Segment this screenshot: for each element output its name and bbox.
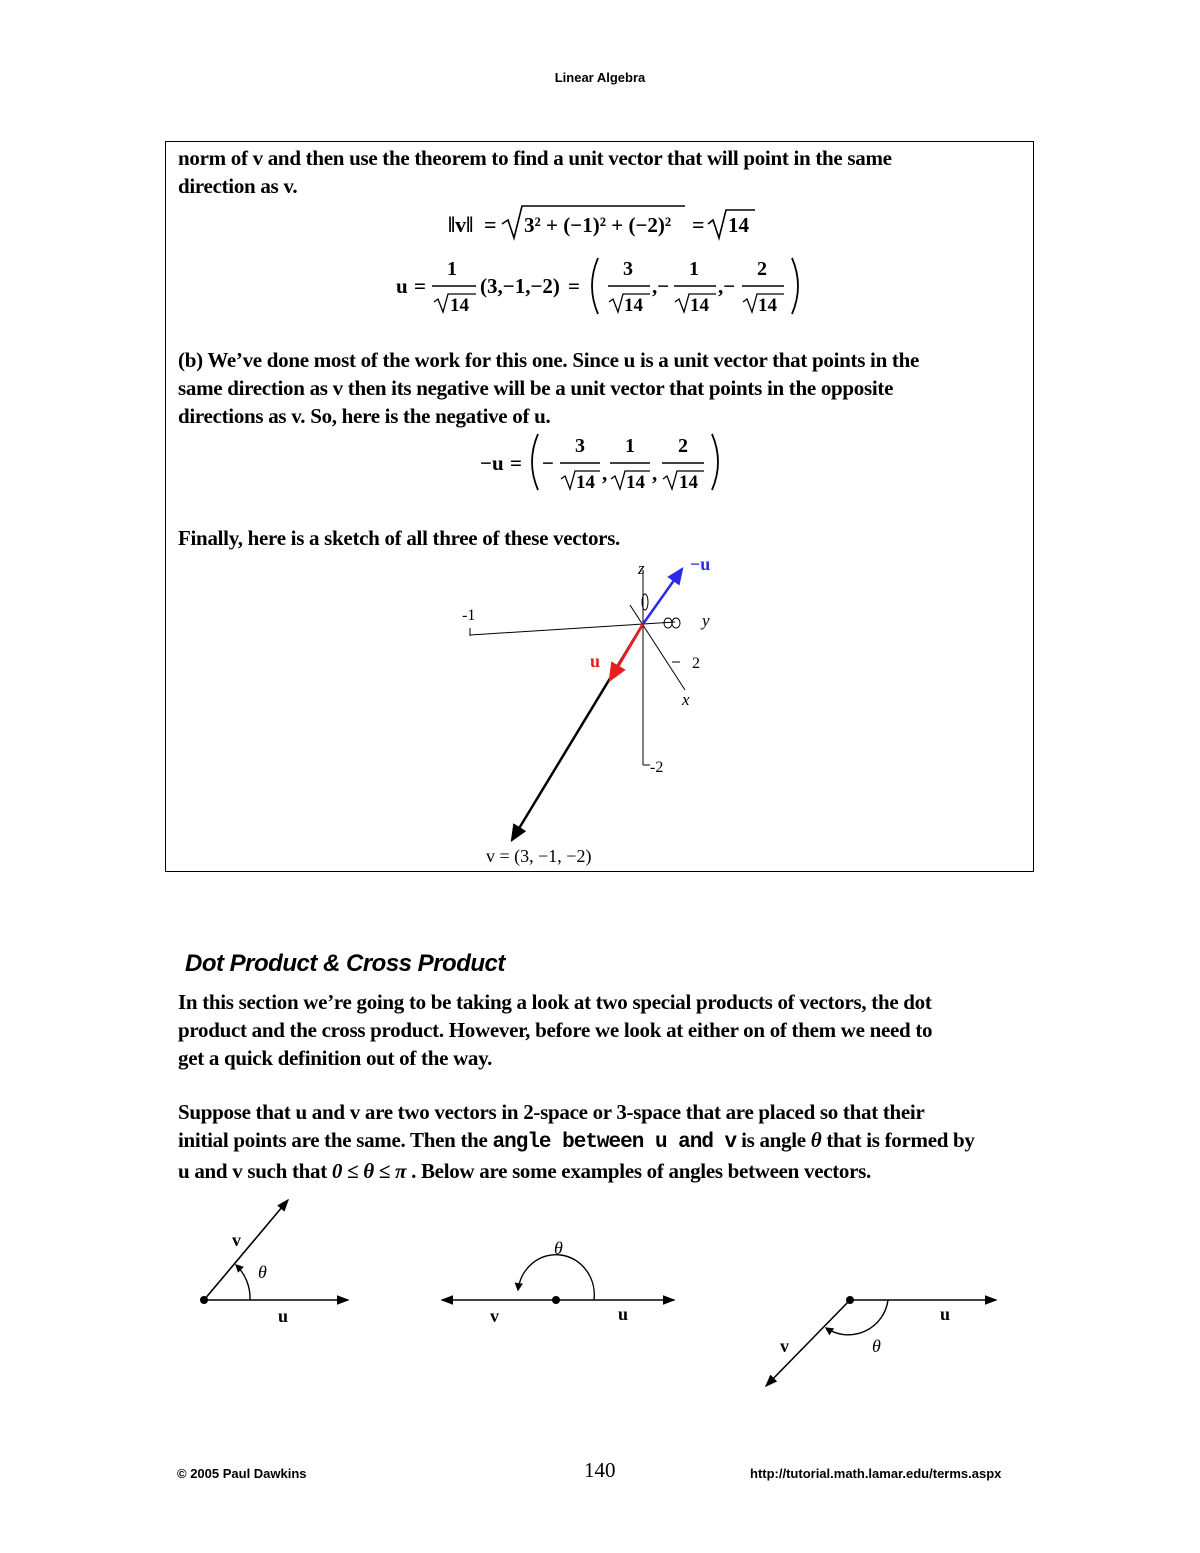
example-2-theta: θ (554, 1238, 563, 1258)
neg-u-equals: = (510, 451, 522, 475)
neg-u-comp-2-den: 14 (626, 472, 645, 493)
footer-url-link[interactable]: http://tutorial.math.lamar.edu/terms.aspx (750, 1466, 1002, 1481)
u-lhs: u (396, 274, 408, 298)
label-u: u (590, 651, 601, 671)
u-comp-1-den: 14 (624, 295, 643, 316)
section-p1-line-1: In this section we’re going to be taking a look at two special products of vectors, the dot (178, 990, 932, 1014)
example-3-u: u (940, 1304, 951, 1324)
section-p1-line-3: get a quick definition out of the way. (178, 1046, 493, 1070)
section-p2-line-1: Suppose that u and v are two vectors in 2-space or 3-space that are placed so that their (178, 1100, 925, 1124)
part-b-label: (b) (178, 348, 203, 372)
u-frac-den: 14 (450, 295, 469, 316)
section-p2-line-2d: that is formed by (821, 1128, 975, 1152)
axis-label-y: y (702, 611, 710, 630)
part-b-line-1: We’ve done most of the work for this one. Since u is a unit vector that points in the (207, 348, 919, 372)
part-b-line-3: directions as v. So, here is the negative of u. (178, 404, 551, 428)
norm-rhs: 14 (728, 213, 749, 237)
example-1-v: v (232, 1230, 241, 1250)
neg-u-sign-3: , (652, 461, 658, 485)
neg-u-comp-1-num: 3 (575, 435, 585, 457)
angle-examples (180, 1190, 1020, 1405)
tick-label-2: 2 (692, 655, 700, 672)
u-sign-2: ,− (652, 274, 670, 298)
u-comp-2-num: 1 (689, 258, 699, 280)
example-1-theta: θ (258, 1262, 267, 1282)
angle-arc-2 (518, 1255, 594, 1300)
part-b-line-2: same direction as v then its negative will be a unit vector that points in the opposite (178, 376, 894, 400)
u-vector: (3,−1,−2) (480, 274, 560, 298)
section-paragraph-2 (178, 1098, 975, 1185)
vector-neg-u (643, 569, 682, 624)
example-intro-line-2: direction as v. (178, 174, 298, 198)
angle-example-straight (442, 1238, 674, 1326)
u-equals-2: = (568, 274, 580, 298)
negative-u-equation (478, 428, 728, 496)
tick-label-neg2: -2 (650, 759, 664, 776)
footer-copyright: © 2005 Paul Dawkins (177, 1466, 307, 1481)
norm-equals-2: = (692, 212, 705, 237)
norm-equation (440, 200, 760, 244)
vector-v-arrow-3 (766, 1300, 850, 1386)
example-intro-line-1: norm of v and then use the theorem to find a unit vector that will point in the same (178, 146, 892, 170)
section-p2-line-2a: initial points are the same. Then the (178, 1128, 493, 1152)
unit-vector-equation (392, 248, 812, 320)
axis-label-x: x (682, 690, 690, 709)
neg-u-comp-2-num: 1 (625, 435, 635, 457)
example-2-v: v (490, 1306, 499, 1326)
example-intro (178, 144, 892, 200)
running-header: Linear Algebra (554, 70, 646, 85)
vector-sketch (440, 550, 760, 870)
norm-equals: = (484, 212, 497, 237)
label-v: v = (3, −1, −2) (486, 846, 592, 866)
neg-u-comp-1-den: 14 (576, 472, 595, 493)
u-comp-3-num: 2 (757, 258, 767, 280)
origin-marker-y2 (672, 618, 680, 628)
vector-v-arrow-1 (204, 1200, 288, 1300)
u-comp-3-den: 14 (758, 295, 777, 316)
label-neg-u: −u (690, 554, 711, 574)
footer-page-number: 140 (584, 1458, 616, 1482)
angle-range-math: 0 ≤ θ ≤ π (331, 1159, 407, 1183)
part-b-paragraph (178, 346, 919, 430)
u-frac-num: 1 (447, 258, 457, 280)
norm-radicand: 3² + (−1)² + (−2)² (524, 213, 672, 237)
section-p2-line-3b: . Below are some examples of angles between vectors. (406, 1159, 871, 1183)
angle-example-obtuse (766, 1296, 996, 1386)
axis-label-z: z (638, 559, 645, 578)
norm-lhs: ‖v‖ (448, 212, 474, 237)
neg-u-sign-2: , (602, 461, 608, 485)
vector-u (610, 624, 643, 680)
neg-u-sign-1: − (542, 451, 554, 475)
example-2-u: u (618, 1304, 629, 1324)
example-1-u: u (278, 1306, 289, 1326)
section-p2-line-2c: is angle (736, 1128, 811, 1152)
section-paragraph-1 (178, 988, 932, 1072)
section-p1-line-2: product and the cross product. However, before we look at either on of them we need to (178, 1018, 933, 1042)
theta-symbol: θ (810, 1128, 822, 1152)
sketch-intro: Finally, here is a sketch of all three of these vectors. (178, 526, 621, 550)
section-p2-line-3a: u and v such that (178, 1159, 332, 1183)
section-heading: Dot Product & Cross Product (185, 950, 505, 977)
neg-u-comp-3-num: 2 (678, 435, 688, 457)
angle-example-acute (200, 1200, 348, 1326)
u-comp-1-num: 3 (623, 258, 633, 280)
neg-u-comp-3-den: 14 (679, 472, 698, 493)
u-sign-3: ,− (718, 274, 736, 298)
u-equals: = (414, 274, 426, 298)
example-3-theta: θ (872, 1336, 881, 1356)
example-3-v: v (780, 1336, 789, 1356)
angle-between-term: angle between u and v (492, 1131, 737, 1154)
angle-arc-3 (826, 1300, 888, 1335)
angle-arc-1 (236, 1265, 250, 1300)
tick-label-neg1: -1 (462, 607, 476, 624)
neg-u-lhs: −u (480, 451, 504, 475)
u-comp-2-den: 14 (690, 295, 709, 316)
